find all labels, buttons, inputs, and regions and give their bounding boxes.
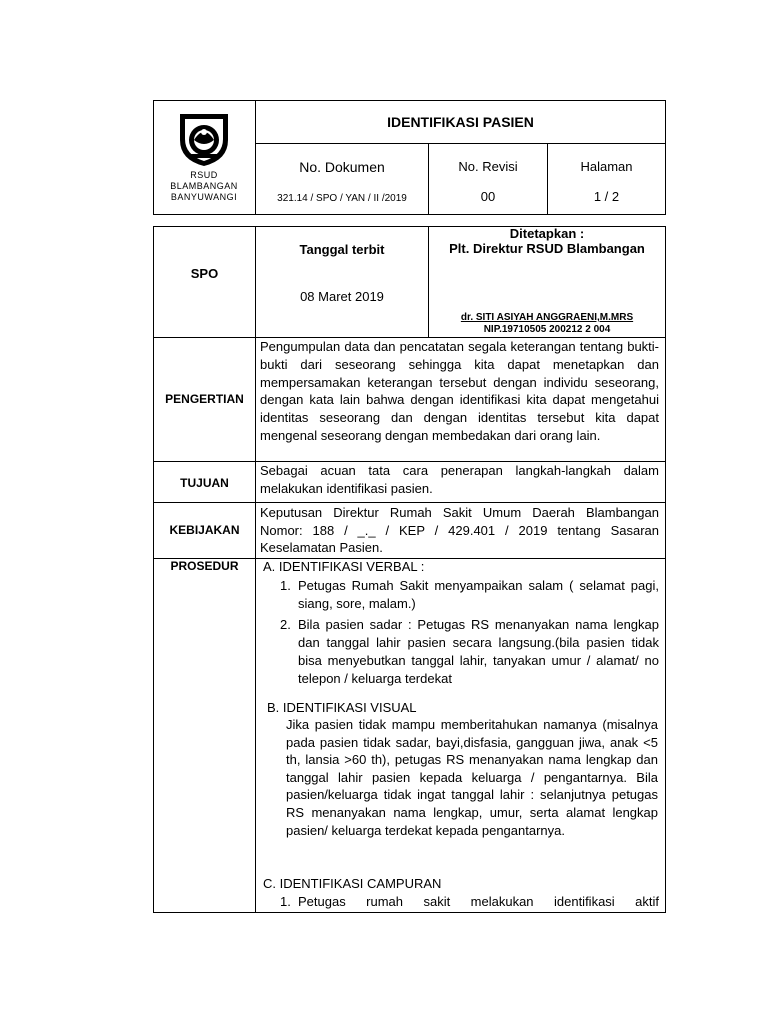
section-c-item-number: 1. [280, 894, 291, 909]
logo-caption-line-3: BANYUWANGI [170, 192, 238, 202]
hospital-logo [174, 110, 234, 168]
established-label: Ditetapkan : [509, 226, 585, 241]
section-a-item-number: 2. [280, 617, 291, 632]
tujuan-label: TUJUAN [180, 476, 229, 490]
section-c-item [280, 893, 659, 911]
section-a-list [280, 577, 659, 688]
section-a-item-text: Petugas Rumah Sakit menyampaikan salam ( selamat pagi, siang, sore, malam.) [298, 578, 659, 611]
director-title: Plt. Direktur RSUD Blambangan [449, 241, 645, 256]
header-title-divider [255, 143, 666, 144]
tujuan-text: Sebagai acuan tata cara penerapan langkah-langkah dalam melakukan identifikasi pasien. [260, 463, 659, 496]
issue-date-label: Tanggal terbit [299, 242, 385, 257]
doc-number-value: 321.14 / SPO / YAN / II /2019 [277, 193, 407, 204]
kebijakan-text: Keputusan Direktur Rumah Sakit Umum Daerah Blambangan Nomor: 188 / _._ / KEP / 429.401 / 2019 tentang Sasaran Keselamatan Pasien. [260, 505, 659, 555]
header-right-border [665, 100, 666, 215]
main-bottom-border [153, 912, 666, 913]
issue-date-value: 08 Maret 2019 [300, 289, 384, 304]
header-top-border [153, 100, 666, 101]
section-b-title: B. IDENTIFIKASI VISUAL [267, 700, 417, 715]
section-c-title: C. IDENTIFIKASI CAMPURAN [263, 876, 442, 891]
doc-number-label: No. Dokumen [299, 159, 385, 175]
header-bottom-border [153, 214, 666, 215]
spo-label: SPO [190, 266, 219, 281]
page-value: 1 / 2 [593, 189, 620, 204]
page-label: Halaman [580, 159, 633, 174]
header-doc-divider [428, 143, 429, 215]
logo-caption-line-1: RSUD [190, 170, 218, 180]
main-right-border [665, 226, 666, 913]
section-c-item-text: Petugas rumah sakit melakukan identifikasi aktif [298, 894, 659, 909]
section-a-item [280, 616, 659, 688]
revision-value: 00 [480, 189, 496, 204]
kebijakan-label: KEBIJAKAN [169, 523, 240, 537]
row-divider-tujuan [153, 502, 666, 503]
revision-label: No. Revisi [458, 159, 518, 174]
section-a-item [280, 577, 659, 613]
prosedur-label: PROSEDUR [170, 559, 239, 573]
header-rev-divider [547, 143, 548, 215]
pengertian-label: PENGERTIAN [165, 392, 244, 406]
logo-caption [154, 170, 254, 203]
pengertian-text: Pengumpulan data dan pencatatan segala keterangan tentang bukti-bukti dari seseorang sehingga kita dapat menetapkan dan mempersamakan keterangan tersebut dengan individu seseorang, dengan kata lain bahwa dengan identifikasi kita dapat mengetahui identitas seseorang dan dengan identitas tersebut kita dapat mengenal seseorang dengan membedakan dari orang lain. [260, 339, 659, 443]
section-a-title: A. IDENTIFIKASI VERBAL : [263, 559, 425, 574]
signer-name: dr. SITI ASIYAH ANGGRAENI,M.MRS [460, 312, 634, 323]
logo-caption-line-2: BLAMBANGAN [170, 181, 238, 191]
section-b-text: Jika pasien tidak mampu memberitahukan namanya (misalnya pada pasien tidak sadar, bayi,disfasia, gangguan jiwa, anak <5 th, lansia >60 th), petugas RS menanyakan nama lengkap dan tanggal lahir pasien kepada keluarga / pengantarnya. Bila pasien/keluarga tidak ingat tanggal lahir : selanjutnya petugas RS menanyakan nama lengkap, umur, serta alamat lengkap pasien/ keluarga terdekat kepada pengantarnya. [286, 717, 658, 838]
section-c-list [280, 893, 659, 911]
signer-nip: NIP.19710505 200212 2 004 [483, 324, 611, 335]
section-a-item-number: 1. [280, 578, 291, 593]
section-a-item-text: Bila pasien sadar : Petugas RS menanyakan nama lengkap dan tanggal lahir pasien secara langsung.(bila pasien tidak bisa menyebutkan tanggal lahir, tanyakan umur / alamat/ no telepon / keluarga terdekat [298, 617, 659, 686]
main-label-divider [255, 226, 256, 913]
document-title: IDENTIFIKASI PASIEN [387, 114, 534, 130]
